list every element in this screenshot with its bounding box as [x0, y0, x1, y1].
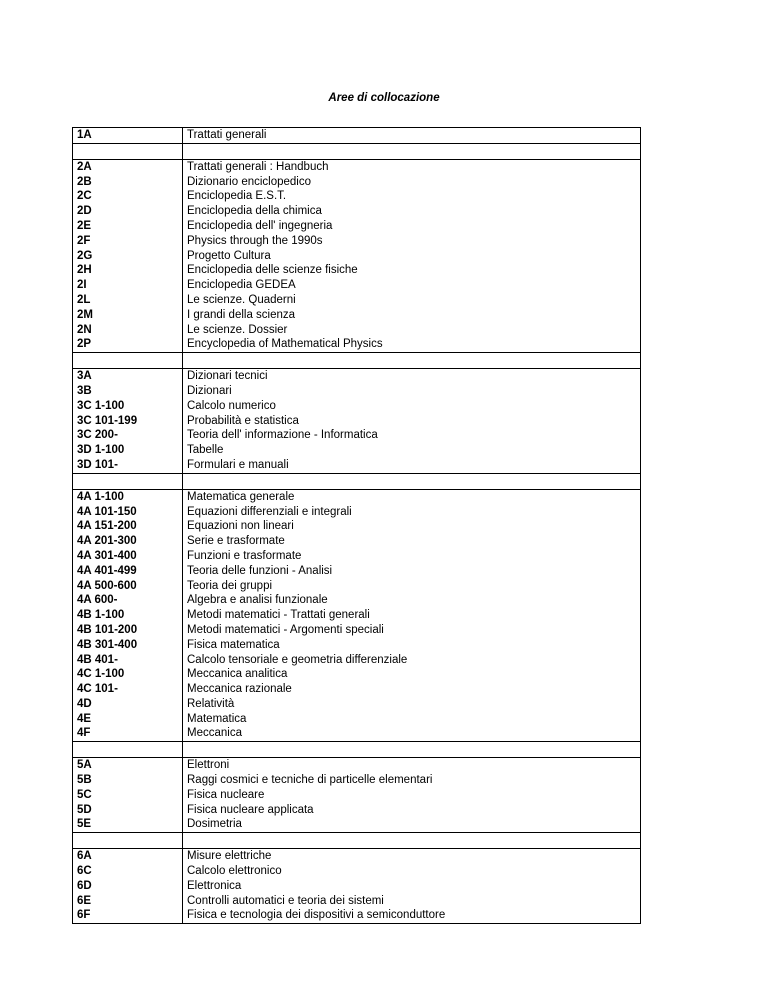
shelf-code: 3C 1-100	[73, 399, 183, 414]
shelf-code: 3D 101-	[73, 458, 183, 473]
table-group	[73, 490, 640, 759]
table-row	[73, 337, 640, 352]
table-row	[73, 623, 640, 638]
subject-description: Meccanica razionale	[187, 683, 292, 696]
subject-description: Meccanica analitica	[187, 668, 288, 681]
subject-description: Enciclopedia delle scienze fisiche	[187, 264, 358, 277]
table-row	[73, 638, 640, 653]
table-row	[73, 879, 640, 894]
subject-description: Dizionari tecnici	[187, 370, 268, 383]
subject-description: Teoria dell' informazione - Informatica	[187, 429, 378, 442]
table-row	[73, 189, 640, 204]
blank-separator-row	[73, 473, 640, 489]
table-row	[73, 726, 640, 741]
table-row	[73, 849, 640, 864]
subject-description: Dizionari	[187, 384, 232, 397]
subject-description: Trattati generali : Handbuch	[187, 160, 329, 173]
table-row	[73, 608, 640, 623]
blank-cell	[183, 833, 640, 848]
subject-description: Encyclopedia of Mathematical Physics	[187, 338, 383, 351]
table-row	[73, 428, 640, 443]
blank-cell	[73, 742, 183, 757]
subject-description: Enciclopedia dell' ingegneria	[187, 219, 333, 232]
subject-description: Metodi matematici - Argomenti speciali	[187, 623, 384, 636]
table-row	[73, 458, 640, 473]
subject-description: Formulari e manuali	[187, 458, 289, 471]
table-row	[73, 864, 640, 879]
shelf-code: 2H	[73, 263, 183, 278]
subject-description: Dosimetria	[187, 818, 242, 831]
subject-description: Funzioni e trasformate	[187, 549, 302, 562]
subject-description: Matematica generale	[187, 490, 295, 503]
table-row	[73, 817, 640, 832]
table-row	[73, 773, 640, 788]
table-group	[73, 369, 640, 490]
shelf-code: 5D	[73, 803, 183, 818]
table-group	[73, 758, 640, 849]
shelf-code: 2N	[73, 323, 183, 338]
table-group	[73, 849, 640, 923]
page-title: Aree di collocazione	[328, 92, 440, 104]
subject-description: Equazioni differenziali e integrali	[187, 505, 352, 518]
shelf-code: 4E	[73, 712, 183, 727]
subject-description: Enciclopedia GEDEA	[187, 279, 296, 292]
table-row	[73, 160, 640, 175]
shelf-code: 4A 600-	[73, 593, 183, 608]
table-row	[73, 894, 640, 909]
table-row	[73, 128, 640, 143]
table-row	[73, 414, 640, 429]
shelf-code: 3A	[73, 369, 183, 384]
subject-description: Controlli automatici e teoria dei sistemi	[187, 894, 384, 907]
shelf-code: 5A	[73, 758, 183, 773]
shelf-code: 4B 1-100	[73, 608, 183, 623]
shelf-code: 4A 101-150	[73, 505, 183, 520]
blank-cell	[183, 474, 640, 489]
table-row	[73, 788, 640, 803]
shelf-code: 6C	[73, 864, 183, 879]
shelf-code: 2C	[73, 189, 183, 204]
table-row	[73, 490, 640, 505]
shelf-code: 4A 301-400	[73, 549, 183, 564]
subject-description: Trattati generali	[187, 129, 267, 141]
shelf-code: 4C 101-	[73, 682, 183, 697]
subject-description: Calcolo tensoriale e geometria differenziale	[187, 653, 408, 666]
table-row	[73, 803, 640, 818]
shelf-code: 6E	[73, 894, 183, 909]
table-row	[73, 908, 640, 923]
shelf-code: 2A	[73, 160, 183, 175]
subject-description: Tabelle	[187, 444, 224, 457]
subject-description: Relatività	[187, 697, 235, 710]
subject-description: Probabilità e statistica	[187, 414, 299, 427]
shelf-code: 3B	[73, 384, 183, 399]
shelf-code: 3C 200-	[73, 428, 183, 443]
table-row	[73, 384, 640, 399]
table-row	[73, 323, 640, 338]
table-row	[73, 399, 640, 414]
table-row	[73, 564, 640, 579]
table-row	[73, 758, 640, 773]
subject-description: Fisica matematica	[187, 638, 280, 651]
shelf-code: 6A	[73, 849, 183, 864]
table-group	[73, 160, 640, 369]
shelf-code: 2D	[73, 204, 183, 219]
table-row	[73, 443, 640, 458]
subject-description: Raggi cosmici e tecniche di particelle elementari	[187, 774, 433, 787]
shelf-code: 4A 201-300	[73, 534, 183, 549]
shelf-code: 5E	[73, 817, 183, 832]
table-row	[73, 249, 640, 264]
shelf-code: 6D	[73, 879, 183, 894]
shelf-code: 5B	[73, 773, 183, 788]
shelf-code: 4B 101-200	[73, 623, 183, 638]
subject-description: Physics through the 1990s	[187, 234, 323, 247]
table-row	[73, 653, 640, 668]
table-row	[73, 234, 640, 249]
table-group	[73, 128, 640, 160]
shelf-code: 5C	[73, 788, 183, 803]
table-row	[73, 534, 640, 549]
table-row	[73, 505, 640, 520]
shelf-code: 4F	[73, 726, 183, 741]
subject-description: Teoria delle funzioni - Analisi	[187, 564, 333, 577]
subject-description: Elettroni	[187, 759, 230, 772]
table-row	[73, 519, 640, 534]
table-row	[73, 278, 640, 293]
table-row	[73, 219, 640, 234]
shelf-code: 2P	[73, 337, 183, 352]
blank-cell	[183, 353, 640, 368]
subject-description: Algebra e analisi funzionale	[187, 594, 328, 607]
table-row	[73, 308, 640, 323]
subject-description: I grandi della scienza	[187, 308, 296, 321]
subject-description: Metodi matematici - Trattati generali	[187, 609, 370, 622]
subject-description: Calcolo elettronico	[187, 865, 282, 878]
shelf-code: 4D	[73, 697, 183, 712]
shelf-code: 2M	[73, 308, 183, 323]
table-row	[73, 667, 640, 682]
shelf-code: 3D 1-100	[73, 443, 183, 458]
collocation-table	[72, 127, 641, 924]
subject-description: Meccanica	[187, 727, 242, 740]
shelf-code: 3C 101-199	[73, 414, 183, 429]
shelf-code: 4A 500-600	[73, 579, 183, 594]
subject-description: Matematica	[187, 712, 247, 725]
blank-separator-row	[73, 352, 640, 368]
table-row	[73, 712, 640, 727]
shelf-code: 1A	[73, 128, 183, 143]
subject-description: Fisica nucleare	[187, 788, 265, 801]
blank-cell	[183, 144, 640, 159]
shelf-code: 4C 1-100	[73, 667, 183, 682]
subject-description: Misure elettriche	[187, 850, 272, 863]
shelf-code: 4A 151-200	[73, 519, 183, 534]
table-row	[73, 549, 640, 564]
shelf-code: 2L	[73, 293, 183, 308]
subject-description: Elettronica	[187, 879, 242, 892]
table-row	[73, 697, 640, 712]
subject-description: Teoria dei gruppi	[187, 579, 273, 592]
shelf-code: 2G	[73, 249, 183, 264]
subject-description: Le scienze. Quaderni	[187, 293, 296, 306]
subject-description: Enciclopedia E.S.T.	[187, 190, 287, 203]
blank-cell	[73, 474, 183, 489]
table-row	[73, 682, 640, 697]
table-row	[73, 293, 640, 308]
shelf-code: 6F	[73, 908, 183, 923]
blank-cell	[73, 353, 183, 368]
table-row	[73, 175, 640, 190]
blank-cell	[73, 144, 183, 159]
shelf-code: 2F	[73, 234, 183, 249]
subject-description: Fisica nucleare applicata	[187, 803, 314, 816]
blank-cell	[183, 742, 640, 757]
table-row	[73, 579, 640, 594]
subject-description: Enciclopedia della chimica	[187, 205, 322, 218]
shelf-code: 4B 301-400	[73, 638, 183, 653]
shelf-code: 4A 1-100	[73, 490, 183, 505]
table-row	[73, 369, 640, 384]
blank-cell	[73, 833, 183, 848]
shelf-code: 4A 401-499	[73, 564, 183, 579]
blank-separator-row	[73, 832, 640, 848]
subject-description: Progetto Cultura	[187, 249, 271, 262]
shelf-code: 4B 401-	[73, 653, 183, 668]
shelf-code: 2E	[73, 219, 183, 234]
blank-separator-row	[73, 741, 640, 757]
subject-description: Dizionario enciclopedico	[187, 175, 312, 188]
subject-description: Equazioni non lineari	[187, 520, 294, 533]
subject-description: Calcolo numerico	[187, 399, 276, 412]
subject-description: Fisica e tecnologia dei dispositivi a semiconduttore	[187, 909, 446, 922]
subject-description: Serie e trasformate	[187, 535, 285, 548]
blank-separator-row	[73, 143, 640, 159]
table-row	[73, 263, 640, 278]
subject-description: Le scienze. Dossier	[187, 323, 288, 336]
shelf-code: 2B	[73, 175, 183, 190]
shelf-code: 2I	[73, 278, 183, 293]
table-row	[73, 204, 640, 219]
table-row	[73, 593, 640, 608]
